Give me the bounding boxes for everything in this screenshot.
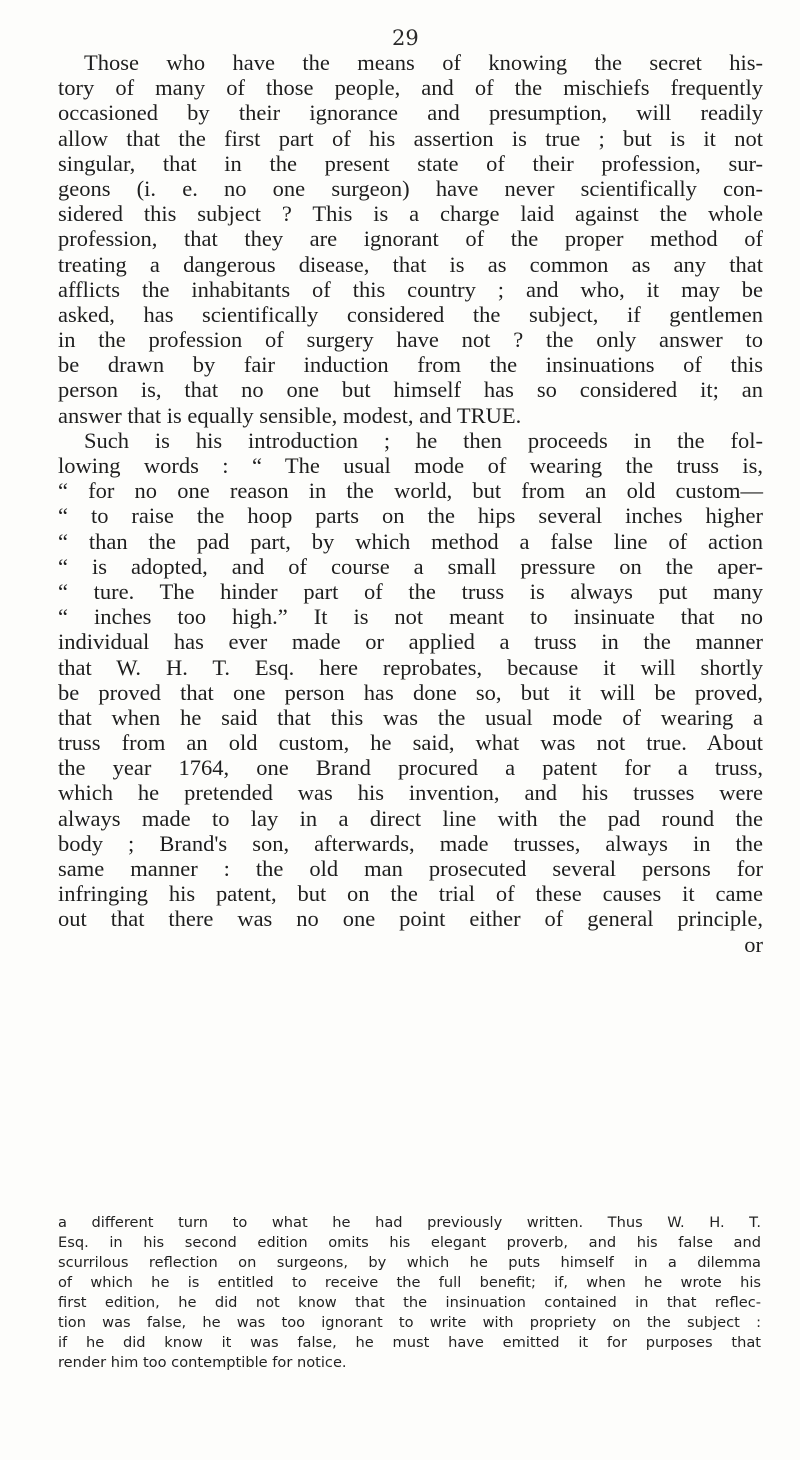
body-line: person is, that no one but himself has so considered it; an: [58, 377, 763, 403]
body-line: Those who have the means of knowing the secret his-: [84, 50, 763, 75]
body-line: geons (i. e. no one surgeon) have never scientifically con-: [58, 175, 763, 201]
footnote-line: a different turn to what he had previously written. Thus W. H. T.: [58, 1214, 761, 1231]
body-line: individual has ever made or applied a truss in the manner: [58, 629, 763, 655]
footnote-line: scurrilous reflection on surgeons, by which he puts himself in a dilemma: [58, 1254, 761, 1271]
body-line: lowing words : “ The usual mode of wearing the truss is,: [58, 453, 763, 478]
body-line: “ ture. The hinder part of the truss is always put many: [58, 578, 763, 604]
body-line: out that there was no one point either of general principle,: [58, 906, 763, 932]
body-line: Such is his introduction ; he then proceeds in the fol-: [84, 427, 763, 453]
page-number: 29: [392, 26, 419, 50]
body-line: asked, has scientifically considered the subject, if gentlemen: [58, 301, 763, 327]
body-line: always made to lay in a direct line with the pad round the: [58, 805, 763, 831]
footnote-line: first edition, he did not know that the insinuation contained in that reflec-: [58, 1294, 761, 1311]
body-line: that W. H. T. Esq. here reprobates, because it will shortly: [58, 654, 763, 680]
body-line: tory of many of those people, and of the mischiefs frequently: [58, 75, 763, 101]
body-line: body ; Brand's son, afterwards, made trusses, always in the: [58, 830, 763, 856]
body-line: occasioned by their ignorance and presumption, will readily: [58, 100, 763, 126]
body-text: [58, 50, 763, 957]
footnote-line: tion was false, he was too ignorant to write with propriety on the subject :: [58, 1314, 761, 1331]
body-line: be drawn by fair induction from the insinuations of this: [58, 352, 763, 378]
body-line: which he pretended was his invention, and his trusses were: [58, 780, 763, 806]
footnote: [58, 1213, 761, 1373]
footnote-line: of which he is entitled to receive the full benefit; if, when he wrote his: [58, 1274, 761, 1291]
footnote-line: render him too contemptible for notice.: [58, 1354, 347, 1371]
body-line: infringing his patent, but on the trial of these causes it came: [58, 881, 763, 907]
body-line: treating a dangerous disease, that is as common as any that: [58, 251, 763, 277]
body-line: allow that the first part of his assertion is true ; but is it not: [58, 125, 763, 151]
catchword: or: [744, 931, 763, 957]
body-line: “ is adopted, and of course a small pressure on the aper-: [58, 553, 763, 579]
footnote-line: Esq. in his second edition omits his elegant proverb, and his false and: [58, 1234, 761, 1251]
body-line: answer that is equally sensible, modest, and TRUE.: [58, 402, 522, 428]
body-line: “ for no one reason in the world, but from an old custom—: [58, 478, 763, 504]
body-line: the year 1764, one Brand procured a patent for a truss,: [58, 755, 763, 781]
footnote-line: if he did know it was false, he must have emitted it for purposes that: [58, 1334, 761, 1351]
body-line: “ than the pad part, by which method a false line of action: [58, 528, 763, 554]
body-line: “ to raise the hoop parts on the hips several inches higher: [58, 503, 763, 529]
body-line: be proved that one person has done so, but it will be proved,: [58, 679, 763, 705]
body-line: singular, that in the present state of their profession, sur-: [58, 150, 763, 176]
body-line: “ inches too high.” It is not meant to insinuate that no: [58, 604, 763, 630]
body-line: afflicts the inhabitants of this country ; and who, it may be: [58, 276, 763, 302]
body-line: same manner : the old man prosecuted several persons for: [58, 856, 763, 881]
body-line: in the profession of surgery have not ? the only answer to: [58, 327, 763, 353]
body-line: profession, that they are ignorant of the proper method of: [58, 226, 763, 252]
body-line: sidered this subject ? This is a charge laid against the whole: [58, 201, 763, 227]
body-line: truss from an old custom, he said, what was not true. About: [58, 730, 763, 756]
body-line: that when he said that this was the usual mode of wearing a: [58, 704, 763, 730]
